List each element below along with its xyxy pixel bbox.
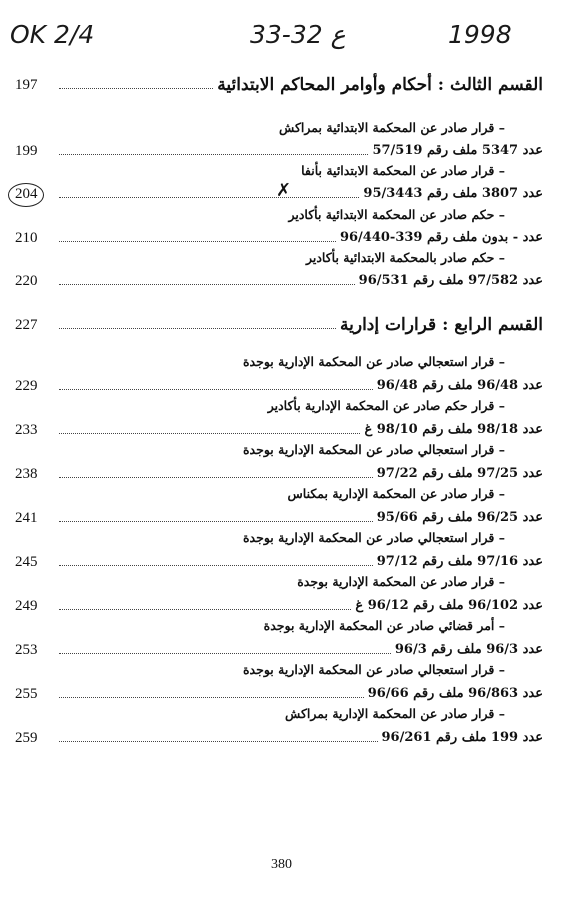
toc-entry [15, 637, 543, 659]
handwritten-circle-mark [8, 183, 44, 207]
page-number: 229 [15, 378, 38, 394]
entry-heading: – أمر قضائي صادر عن المحكمة الإدارية بوجدة [263, 618, 505, 633]
leader-dots [59, 477, 373, 478]
entry-reference: عدد - بدون ملف رقم 339-96/440 [339, 230, 543, 245]
page-number: 197 [15, 77, 38, 93]
entry-heading: – حكم صادر عن المحكمة الابتدائية بأكادير [288, 207, 505, 222]
entry-reference: عدد 97/25 ملف رقم 97/22 [376, 466, 543, 481]
leader-dots [59, 653, 391, 654]
leader-dots [59, 565, 373, 566]
page-number: 220 [15, 273, 38, 289]
entry-reference: عدد 3807 ملف رقم 95/3443 [363, 186, 543, 201]
leader-dots [59, 741, 378, 742]
toc-entry [15, 505, 543, 527]
entry-reference: عدد 96/25 ملف رقم 95/66 [376, 510, 543, 525]
page-number: 233 [15, 422, 38, 438]
entry-heading: – قرار صادر عن المحكمة الإدارية بمكناس [287, 486, 505, 501]
page-number: 259 [15, 730, 38, 746]
leader-dots [59, 197, 359, 198]
entry-heading: – قرار استعجالي صادر عن المحكمة الإدارية بوجدة [243, 442, 505, 457]
section-three-heading [15, 72, 543, 94]
entry-reference: عدد 97/582 ملف رقم 96/531 [358, 273, 543, 288]
page-number: 253 [15, 642, 38, 658]
handwritten-note-right: 1998 [448, 20, 512, 49]
entry-heading: – قرار حكم صادر عن المحكمة الإدارية بأكادير [267, 398, 505, 413]
toc-entry [15, 225, 543, 247]
page-number: 255 [15, 686, 38, 702]
handwritten-note-left: OK 2/4 [10, 20, 95, 49]
entry-heading: – قرار صادر عن المحكمة الابتدائية بأنفا [301, 163, 505, 178]
section-four-heading [15, 312, 543, 334]
section-title: القسم الثالث : أحكام وأوامر المحاكم الابتدائية [217, 75, 543, 95]
entry-reference: عدد 96/863 ملف رقم 96/66 [367, 686, 543, 701]
entry-reference: عدد 96/48 ملف رقم 96/48 [376, 378, 543, 393]
toc-entry [15, 725, 543, 747]
toc-entry [15, 681, 543, 703]
entry-heading: – قرار استعجالي صادر عن المحكمة الإدارية بوجدة [243, 354, 505, 369]
entry-reference: عدد 5347 ملف رقم 57/519 [372, 143, 543, 158]
entry-heading: – قرار صادر عن المحكمة الابتدائية بمراكش [279, 120, 505, 135]
page-number: 227 [15, 317, 38, 333]
entry-heading: – حكم صادر بالمحكمة الابتدائية بأكادير [305, 250, 505, 265]
entry-reference: عدد 97/16 ملف رقم 97/12 [376, 554, 543, 569]
leader-dots [59, 154, 368, 155]
leader-dots [59, 521, 373, 522]
page-number: 210 [15, 230, 38, 246]
toc-entry [15, 373, 543, 395]
entry-reference: عدد 96/3 ملف رقم 96/3 [394, 642, 543, 657]
leader-dots [59, 88, 213, 89]
entry-heading: – قرار صادر عن المحكمة الإدارية بوجدة [297, 574, 505, 589]
toc-entry [15, 593, 543, 615]
section-title: القسم الرابع : قرارات إدارية [340, 315, 543, 335]
leader-dots [59, 433, 360, 434]
leader-dots [59, 284, 355, 285]
page-number: 204 [15, 186, 38, 202]
toc-entry [15, 138, 543, 160]
handwritten-check-mark: ✗ [276, 180, 292, 201]
entry-reference: عدد 199 ملف رقم 96/261 [381, 730, 543, 745]
entry-reference: عدد 96/102 ملف رقم 96/12 غ [355, 598, 543, 613]
entry-heading: – قرار صادر عن المحكمة الإدارية بمراكش [285, 706, 505, 721]
page-footer-number: 380 [271, 857, 292, 872]
page-number: 241 [15, 510, 38, 526]
entry-heading: – قرار استعجالي صادر عن المحكمة الإدارية بوجدة [243, 662, 505, 677]
entry-heading: – قرار استعجالي صادر عن المحكمة الإدارية بوجدة [243, 530, 505, 545]
leader-dots [59, 389, 373, 390]
leader-dots [59, 328, 336, 329]
toc-entry [15, 417, 543, 439]
toc-entry [15, 549, 543, 571]
page-number: 199 [15, 143, 38, 159]
page-number: 245 [15, 554, 38, 570]
page-number: 249 [15, 598, 38, 614]
handwritten-note-middle: 33-32 ع [250, 20, 346, 49]
toc-entry [15, 268, 543, 290]
leader-dots [59, 609, 351, 610]
entry-reference: عدد 98/18 ملف رقم 98/10 غ [364, 422, 543, 437]
leader-dots [59, 697, 364, 698]
page-number: 238 [15, 466, 38, 482]
toc-entry [15, 461, 543, 483]
leader-dots [59, 241, 336, 242]
